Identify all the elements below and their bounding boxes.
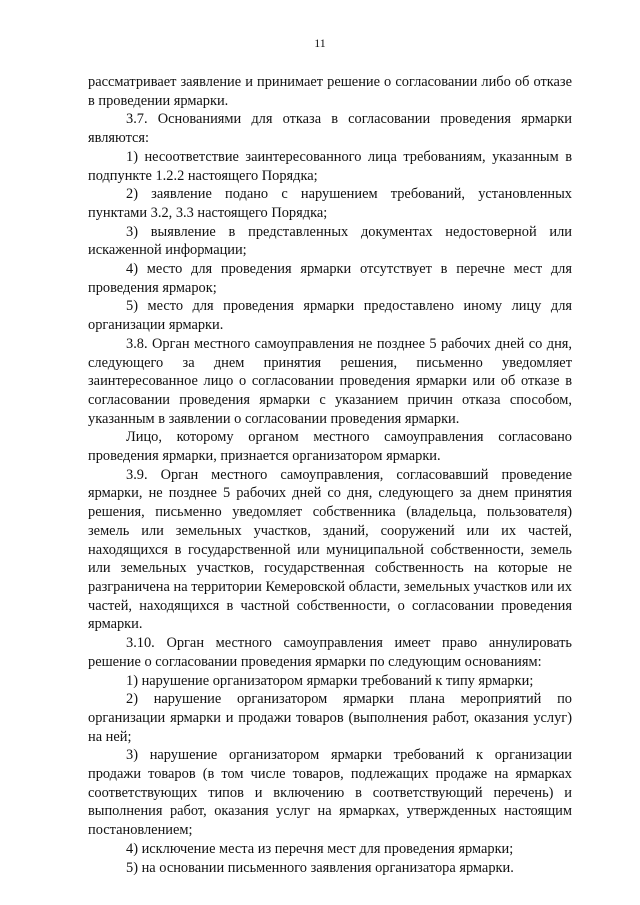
paragraph-3-8: 3.8. Орган местного самоуправления не позднее 5 рабочих дней со дня, следующего за днем принятия решения, письменно уведомляет заинтересованное лицо о согласовании проведения ярмарки или об отказе в согласовании проведения ярмарки с указанием причин отказа способом, указанным в заявлении о согласовании проведения ярмарки.	[88, 335, 572, 427]
paragraph-3-10: 3.10. Орган местного самоуправления имеет право аннулировать решение о согласовании проведения ярмарки по следующим основаниям:	[88, 635, 572, 670]
list-item-3-10-4: 4) исключение места из перечня мест для проведения ярмарки;	[126, 840, 514, 857]
list-item-3-7-3: 3) выявление в представленных документах недостоверной или искаженной информации;	[88, 223, 572, 259]
list-item-3-10-3: 3) нарушение организатором ярмарки требований к организации продажи товаров (в том числе товаров, подлежащих продаже на ярмарках соответствующих типов и включению в соответствующий перечень) и выполнения работ, оказания услуг на ярмарках, утвержденных настоящим постановлением;	[88, 747, 572, 839]
list-item-3-10-2: 2) нарушение организатором ярмарки плана мероприятий по организации ярмарки и продажи товаров (выполнения работ, оказания услуг) на ней;	[88, 691, 572, 745]
paragraph-organizer: Лицо, которому органом местного самоуправления согласовано проведения ярмарки, признается организатором ярмарки.	[88, 429, 572, 465]
list-item-3-10-1: 1) нарушение организатором ярмарки требований к типу ярмарки;	[126, 672, 534, 689]
paragraph-3-7: 3.7. Основаниями для отказа в согласовании проведения ярмарки являются:	[88, 111, 572, 147]
list-item-3-7-2: 2) заявление подано с нарушением требований, установленных пунктами 3.2, 3.3 настоящего Порядка;	[88, 186, 572, 221]
list-item-3-7-4: 4) место для проведения ярмарки отсутствует в перечне мест для проведения ярмарок;	[88, 261, 572, 296]
list-item-3-10-5: 5) на основании письменного заявления организатора ярмарки.	[126, 859, 514, 876]
list-item-3-7-1: 1) несоответствие заинтересованного лица требованиям, указанным в подпункте 1.2.2 настоящего Порядка;	[88, 148, 572, 184]
page-number: 11	[314, 36, 326, 50]
paragraph-3-9: 3.9. Орган местного самоуправления, согласовавший проведение ярмарки, не позднее 5 рабочих дней со дня, следующего за днем принятия решения, письменно уведомляет собственника (владельца, пользователя) земель или земельных участков, зданий, сооружений или их частей, находящихся в государственной или муниципальной собственности, земель или земельных участков, государственная собственность на которые не разграничена на территории Кемеровской области, земельных участков или их частей, находящихся в частной собственности, о согласовании проведения ярмарки.	[88, 466, 572, 633]
paragraph-continuation: рассматривает заявление и принимает решение о согласовании либо об отказе в проведении ярмарки.	[88, 74, 572, 109]
list-item-3-7-5: 5) место для проведения ярмарки предоставлено иному лицу для организации ярмарки.	[88, 298, 572, 334]
document-body	[88, 73, 572, 877]
